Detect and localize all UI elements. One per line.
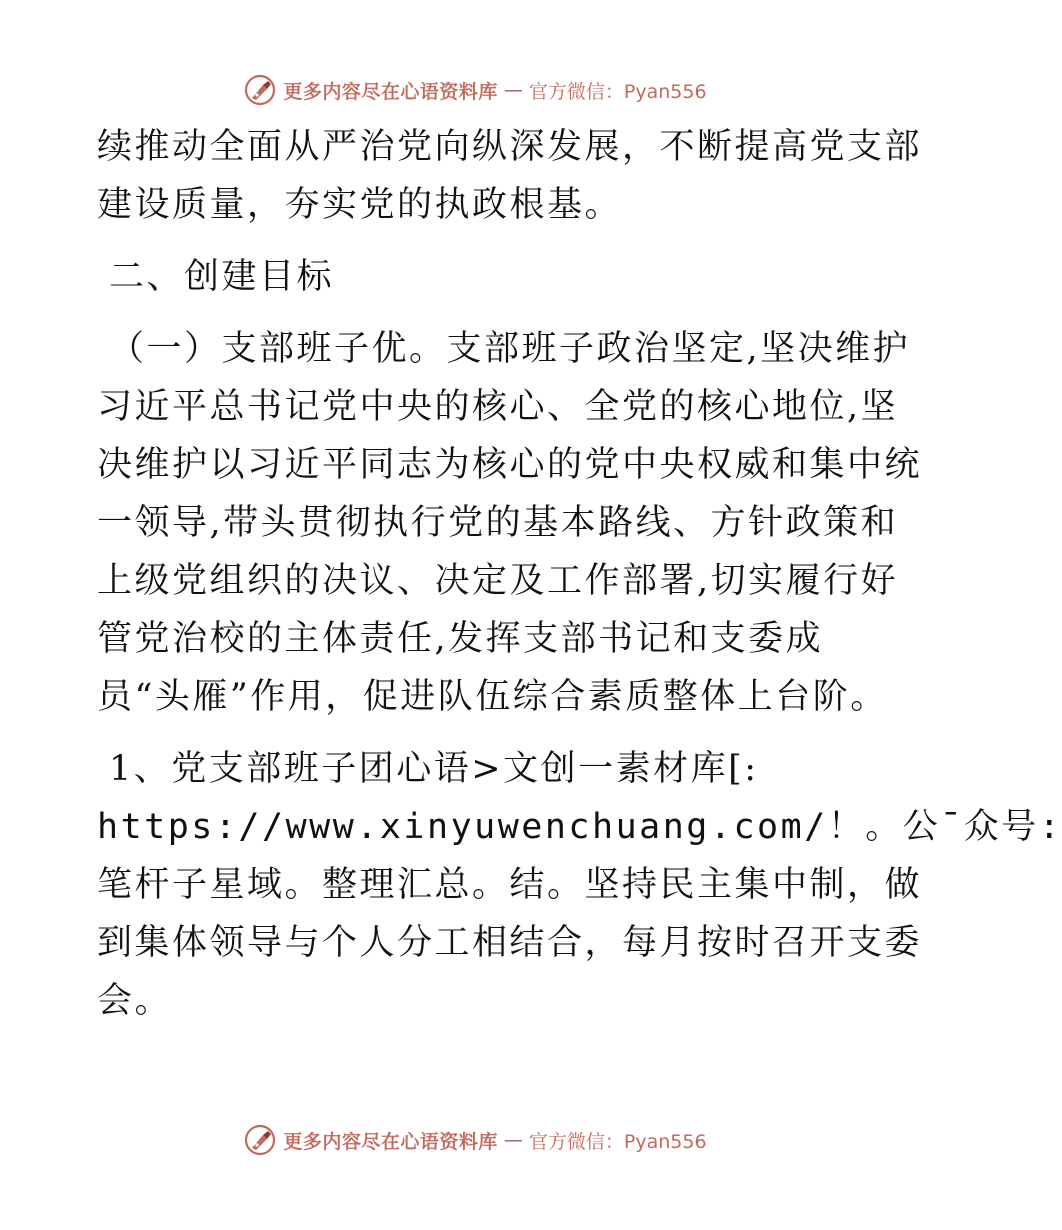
paragraph-line: 上级党组织的决议、决定及工作部署,切实履行好 — [97, 561, 899, 601]
paragraph-line: 一领导,带头贯彻执行党的基本路线、方针政策和 — [97, 503, 899, 543]
watermark-brand: 更多内容尽在心语资料库 — [283, 80, 498, 103]
header-watermark — [0, 72, 950, 108]
paragraph-line: 笔杆子星域。整理汇总。结。坚持民主集中制，做 — [97, 865, 923, 905]
document-body — [97, 118, 1062, 1030]
paragraph-line: 会。 — [97, 981, 173, 1021]
paragraph-line: 员“头雁”作用，促进队伍综合素质整体上台阶。 — [97, 677, 888, 717]
paragraph-line: 决维护以习近平同志为核心的党中央权威和集中统 — [97, 445, 923, 485]
paragraph-line: 建设质量，夯实党的执政根基。 — [97, 185, 623, 225]
paragraph-line: 到集体领导与个人分工相结合，每月按时召开支委 — [97, 923, 923, 963]
paragraph-line: 1、党支部班子团心语>文创一素材库[: — [109, 749, 759, 789]
url-line: https://www.xinyuwenchuang.com/！。公¯众号: — [97, 807, 1062, 847]
paragraph-line: （一）支部班子优。支部班子政治坚定,坚决维护 — [109, 329, 911, 369]
footer-watermark — [0, 1122, 950, 1158]
watermark-separator: — — [503, 1129, 523, 1151]
section-heading: 二、创建目标 — [109, 257, 335, 297]
paragraph-line: 习近平总书记党中央的核心、全党的核心地位,坚 — [97, 387, 899, 427]
pen-nib-logo-icon — [243, 1123, 277, 1157]
paragraph-line: 管党治校的主体责任,发挥支部书记和支委成 — [97, 619, 824, 659]
paragraph-line: 续推动全面从严治党向纵深发展，不断提高党支部 — [97, 127, 923, 167]
watermark-brand: 更多内容尽在心语资料库 — [283, 1130, 498, 1153]
watermark-separator: — — [503, 79, 523, 101]
watermark-contact: 官方微信：Pyan556 — [528, 80, 707, 103]
watermark-contact: 官方微信：Pyan556 — [528, 1130, 707, 1153]
pen-nib-logo-icon — [243, 73, 277, 107]
